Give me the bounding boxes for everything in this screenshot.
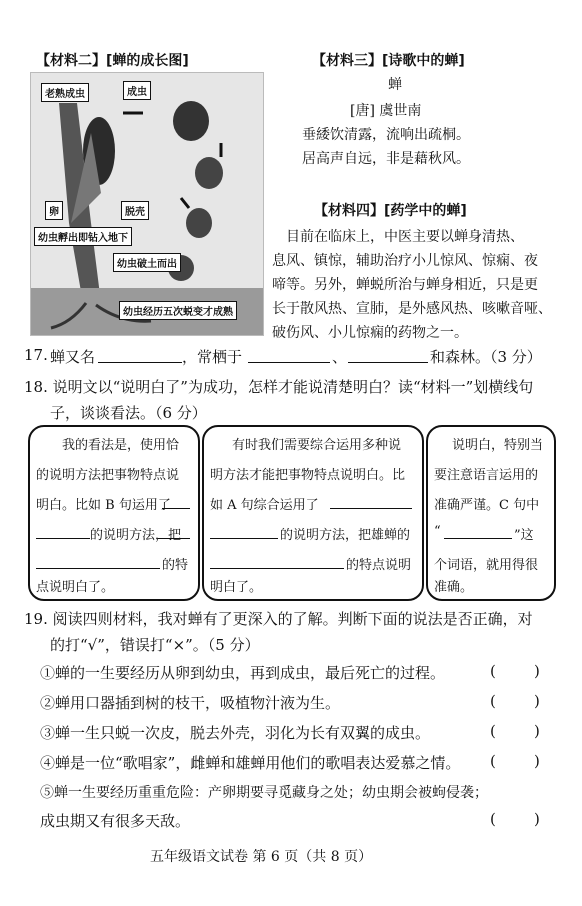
box2-line-1: 有时我们需要综合运用多种说 [232,438,402,453]
poem-title: 蝉 [388,77,402,93]
box1-line-5: 的特 [162,558,189,573]
label-egg: 卵 [45,201,63,220]
box2-blank-2[interactable] [210,538,278,539]
q19-item-1: ①蝉的一生要经历从卵到幼虫，再到成虫，最后死亡的过程。 [40,664,446,682]
box3-line-1: 说明白，特别当 [452,438,544,453]
poem-line-1: 垂緌饮清露，流响出疏桐。 [302,127,470,143]
box3-quote-close: ”这 [514,528,534,543]
box1-blank-3[interactable] [158,538,190,539]
q19-answer-4[interactable]: ( ) [490,752,540,770]
box2-blank-1[interactable] [330,508,412,509]
box1-line-3: 明白。比如 B 句运用了 [36,498,171,513]
poem-author: [唐] 虞世南 [350,103,422,119]
q19-item-5: ⑤蝉一生要经历重重危险：产卵期要寻觅藏身之处；幼虫期会被蚼侵袭； [40,785,488,801]
label-old-adult: 老熟成虫 [41,83,89,102]
q19-item-5-cont: 成虫期又有很多天敌。 [40,812,191,830]
q17-text-3: 、 [332,348,348,366]
box2-line-2: 明方法才能把事物特点说明白。比 [210,468,406,483]
box3-line-3: 准确严谨。C 句中 [434,498,540,513]
q19-line-2: 的打“√”，错误打“×”。（5 分） [50,636,260,654]
q19-line-1: 19. 阅读四则材料，我对蝉有了更深入的了解。判断下面的说法是否正确，对 [24,610,533,628]
material2-title: 【材料二】[蝉的成长图] [36,53,189,69]
box2-line-3: 如 A 句综合运用了 [210,498,319,513]
q19-answer-2[interactable]: ( ) [490,692,540,710]
box3-line-6: 准确。 [434,580,474,595]
box2-line-6: 明白了。 [210,580,263,595]
label-hatch: 幼虫孵出即钻入地下 [34,227,132,246]
adult-cicada [173,101,209,141]
box1-line-6: 点说明白了。 [36,580,115,595]
box3-blank[interactable] [444,538,512,539]
material4-line-3: 啼等。另外，蝉蜕所治与蝉身相近，只是更 [272,277,538,293]
q19-item-2: ②蝉用口器插到树的枝干，吸植物汁液为生。 [40,694,341,712]
nymph-2 [186,208,212,238]
arrow-3 [181,198,189,208]
q17-number: 17. [24,346,48,364]
q17-blank-2[interactable] [248,362,330,363]
q19-answer-5[interactable]: ( ) [490,810,540,828]
box2-line-5: 的特点说明 [346,558,412,573]
material4-line-1: 目前在临床上，中医主要以蝉身清热、 [286,229,524,245]
cicada-life-cycle-diagram [30,72,264,336]
box1-blank-4[interactable] [36,568,160,569]
material4-line-4: 长于散风热、宣肺，是外感风热、咳嗽音哑、 [272,301,552,317]
material4-title: 【材料四】[药学中的蝉] [314,203,467,219]
q19-answer-1[interactable]: ( ) [490,662,540,680]
q17-text-2: ，常栖于 [182,348,243,366]
q17-blank-1[interactable] [98,362,182,363]
poem-line-2: 居高声自远，非是藉秋风。 [302,151,470,167]
page-footer: 五年级语文试卷 第 6 页（共 8 页） [150,849,373,865]
nymph-1 [195,157,223,189]
q19-item-4: ④蝉是一位“歌唱家”，雌蝉和雄蝉用他们的歌唱表达爱慕之情。 [40,754,461,772]
box2-blank-3[interactable] [210,568,344,569]
box1-line-4: 的说明方法，把 [90,528,182,543]
q17-text-4: 和森林。（3 分） [430,348,542,366]
label-emerge: 幼虫破土而出 [113,253,181,272]
box2-line-4: 的说明方法，把雄蝉的 [280,528,411,543]
q18-line-1: 18. 说明文以“说明白了”为成功，怎样才能说清楚明白？读“材料一”划横线句 [24,378,534,396]
box1-blank-2[interactable] [36,538,90,539]
q17-text-1: 蝉又名 [50,348,96,366]
box1-line-2: 的说明方法把事物特点说 [36,468,180,483]
material4-line-2: 息风、镇惊，辅助治疗小儿惊风、惊痫、夜 [272,253,538,269]
label-five-molts: 幼虫经历五次蜕变才成熟 [119,301,237,320]
box1-blank-1[interactable] [162,508,190,509]
label-molt: 脱壳 [121,201,149,220]
material3-title: 【材料三】[诗歌中的蝉] [312,53,465,69]
q17-blank-3[interactable] [348,362,428,363]
box3-line-2: 要注意语言运用的 [434,468,539,483]
box1-line-1: 我的看法是，使用恰 [62,438,180,453]
q18-line-2: 子，谈谈看法。（6 分） [50,404,207,422]
q19-answer-3[interactable]: ( ) [490,722,540,740]
box3-line-5: 个词语，就用得很 [434,558,539,573]
box3-quote-open: “ [434,524,441,539]
material4-line-5: 破伤风、小儿惊痫的药物之一。 [272,325,468,341]
q19-item-3: ③蝉一生只蜕一次皮，脱去外壳，羽化为长有双翼的成虫。 [40,724,431,742]
label-adult: 成虫 [123,81,151,100]
